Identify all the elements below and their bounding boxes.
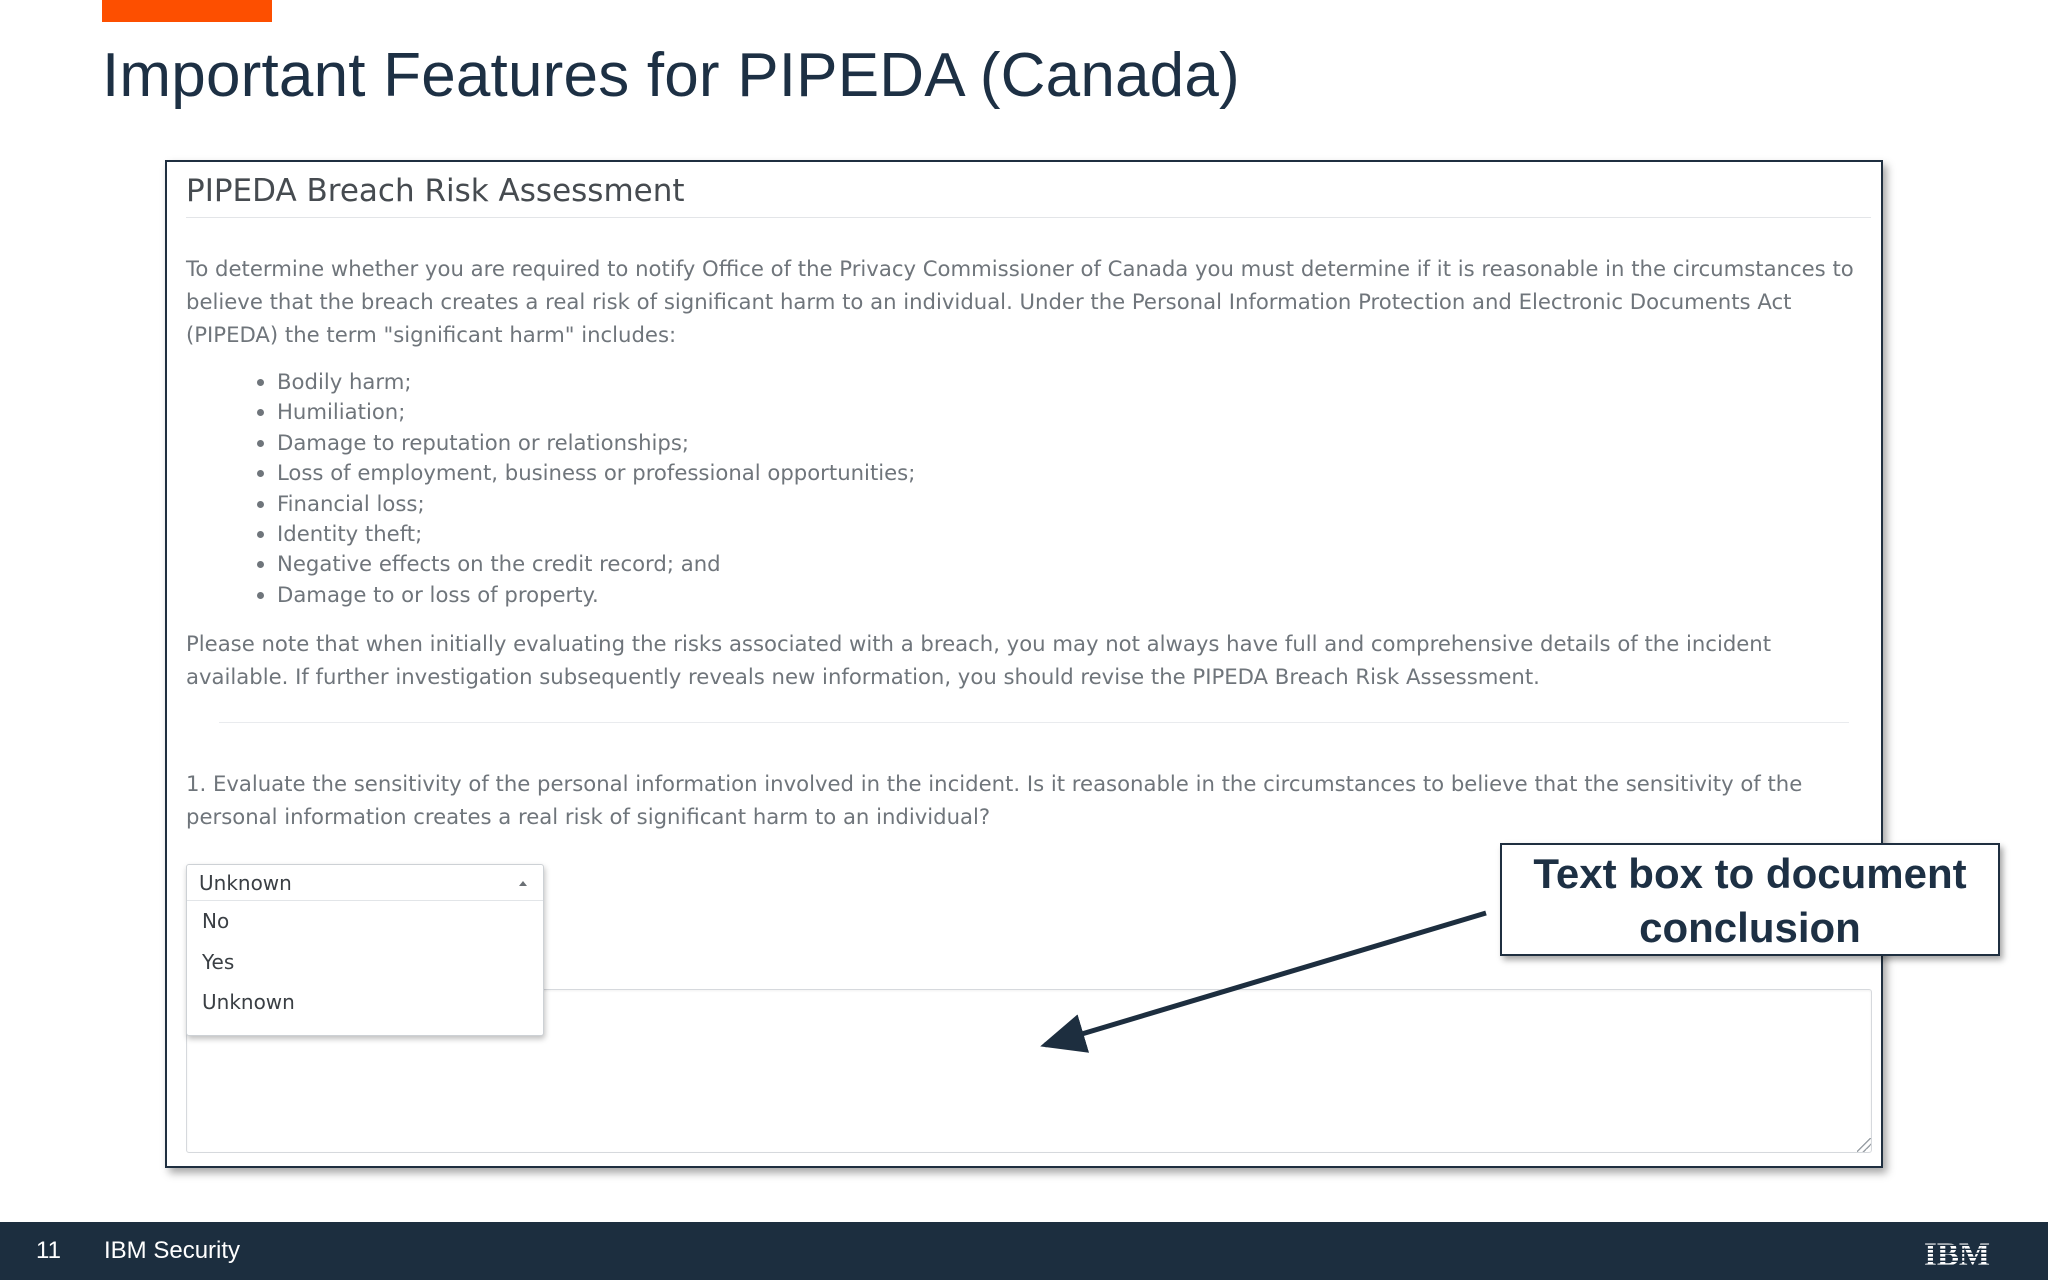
callout-line-1: Text box to document [1533, 850, 1967, 897]
list-item: Damage to reputation or relationships; [277, 428, 915, 458]
question-1-label: 1. Evaluate the sensitivity of the personal information involved in the incident. Is it reasonable in the circumstances to believe that the sensitivity of the personal information creates a real risk of significant harm to an individual? [186, 771, 1803, 829]
list-item: Bodily harm; [277, 367, 915, 397]
harm-list [277, 367, 915, 610]
caret-up-icon [519, 881, 527, 886]
sensitivity-dropdown[interactable] [186, 864, 544, 1036]
dropdown-selected-label: Unknown [199, 871, 292, 895]
note-paragraph: Please note that when initially evaluating the risks associated with a breach, you may not always have full and comprehensive details of the incident available. If further investigation subsequently reveals new information, you should revise the PIPEDA Breach Risk Assessment. [186, 631, 1772, 689]
slide-footer [0, 1222, 2048, 1280]
page-number: 11 [36, 1237, 61, 1264]
accent-bar [102, 0, 272, 22]
dropdown-option-yes[interactable]: Yes [202, 949, 235, 974]
list-item: Identity theft; [277, 519, 915, 549]
list-item: Financial loss; [277, 489, 915, 519]
list-item: Loss of employment, business or professional opportunities; [277, 458, 915, 488]
dropdown-selected-value[interactable] [187, 865, 543, 901]
callout-box [1500, 843, 2000, 956]
section-divider [219, 722, 1849, 723]
list-item: Negative effects on the credit record; and [277, 549, 915, 579]
list-item: Humiliation; [277, 397, 915, 427]
list-item: Damage to or loss of property. [277, 580, 915, 610]
dropdown-option-unknown[interactable]: Unknown [202, 990, 295, 1014]
panel-heading: PIPEDA Breach Risk Assessment [186, 164, 1871, 218]
callout-line-2: conclusion [1639, 904, 1861, 951]
footer-brand: IBM Security [104, 1237, 241, 1264]
ibm-logo-text: IBM [1924, 1238, 1990, 1268]
ibm-logo-icon [1918, 1238, 1996, 1268]
resize-grip-icon[interactable] [1857, 1138, 1871, 1152]
assessment-screenshot [165, 160, 1883, 1168]
dropdown-option-no[interactable]: No [202, 909, 230, 933]
intro-paragraph: To determine whether you are required to notify Office of the Privacy Commissioner of Canada you must determine if it is reasonable in the circumstances to believe that the breach creates a real risk of significant harm to an individual. Under the Personal Information Protection and Electronic Documents Act (PIPEDA) the term "significant harm" includes: [186, 256, 1854, 347]
slide-title: Important Features for PIPEDA (Canada) [102, 41, 1240, 110]
